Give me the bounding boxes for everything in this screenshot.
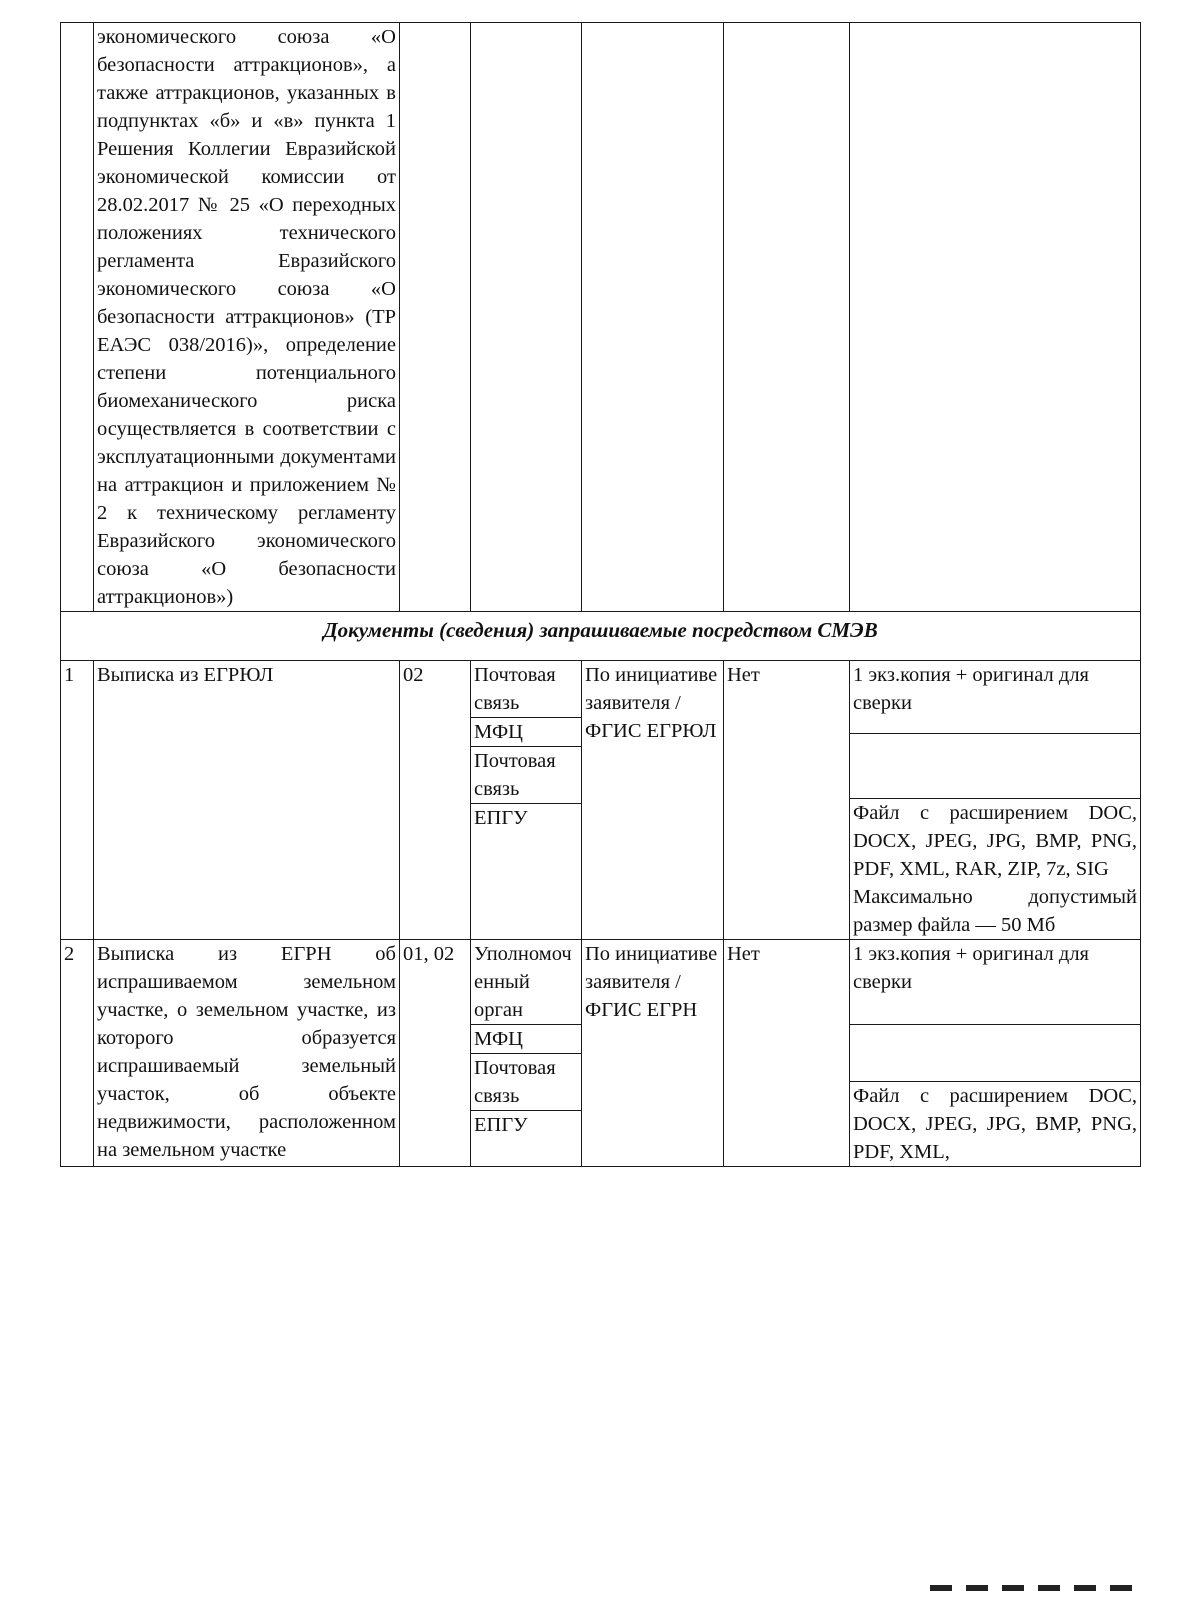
- table-row: [61, 661, 1141, 940]
- initiative-source: По инициативе заявителя / ФГИС ЕГРН: [582, 940, 724, 1167]
- channel-item: Почтовая связь: [471, 747, 581, 804]
- scan-marks: [930, 1585, 1132, 1591]
- format-blank: [850, 1025, 1140, 1082]
- cell-format: [850, 23, 1141, 612]
- table-row: [61, 940, 1141, 1167]
- submission-channels: [471, 940, 582, 1167]
- document-code: 01, 02: [400, 940, 471, 1167]
- initiative-source: По инициативе заявителя / ФГИС ЕГРЮЛ: [582, 661, 724, 940]
- document-code: 02: [400, 661, 471, 940]
- channel-item: ЕПГУ: [474, 1114, 528, 1136]
- channel-item: ЕПГУ: [474, 807, 528, 829]
- scan-mark: [1038, 1585, 1060, 1591]
- scan-mark: [930, 1585, 952, 1591]
- cell-required: [724, 23, 850, 612]
- format-blank: [850, 734, 1140, 799]
- channel-item: МФЦ: [471, 718, 581, 747]
- scan-mark: [966, 1585, 988, 1591]
- documents-table: [60, 22, 1141, 1167]
- submission-channels: [471, 661, 582, 940]
- document-name: Выписка из ЕГРН об испрашиваемом земельном участке, о земельном участке, из которого образуется испрашиваемый земельный участок, об объекте недвижимости, расположенном на земельном участке: [94, 940, 400, 1167]
- document-name: Выписка из ЕГРЮЛ: [94, 661, 400, 940]
- document-format: [850, 661, 1141, 940]
- section-header-row: [61, 612, 1141, 661]
- format-electronic: Файл с расширением DOC, DOCX, JPEG, JPG, BMP, PNG, PDF, XML, RAR, ZIP, 7z, SIG: [853, 802, 1137, 880]
- required-flag: Нет: [724, 940, 850, 1167]
- cell-name-continuation: экономического союза «О безопасности аттракционов», а также аттракционов, указанных в подпунктах «б» и «в» пункта 1 Решения Коллегии Евразийской экономической комиссии от 28.02.2017 № 25 «О переходных положениях технического регламента Евразийского экономического союза «О безопасности аттракционов» (ТР ЕАЭС 038/2016)», определение степени потенциального биомеханического риска осуществляется в соответствии с эксплуатационными документами на аттракцион и приложением № 2 к техническому регламенту Евразийского экономического союза «О безопасности аттракционов»): [94, 23, 400, 612]
- channel-item: Уполномоченный орган: [471, 940, 581, 1025]
- row-number: 2: [61, 940, 94, 1167]
- cell-initiative: [582, 23, 724, 612]
- table-row-continuation: [61, 23, 1141, 612]
- format-paper: 1 экз.копия + оригинал для сверки: [850, 661, 1140, 734]
- format-size-limit: Максимально допустимый размер файла — 50 Мб: [853, 886, 1137, 936]
- format-electronic: Файл с расширением DOC, DOCX, JPEG, JPG, BMP, PNG, PDF, XML,: [853, 1085, 1137, 1163]
- channel-item: Почтовая связь: [471, 1054, 581, 1111]
- channel-item: Почтовая связь: [471, 661, 581, 718]
- row-number: 1: [61, 661, 94, 940]
- scan-mark: [1110, 1585, 1132, 1591]
- cell-num: [61, 23, 94, 612]
- scan-mark: [1002, 1585, 1024, 1591]
- format-paper: 1 экз.копия + оригинал для сверки: [850, 940, 1140, 1025]
- cell-code: [400, 23, 471, 612]
- cell-channel: [471, 23, 582, 612]
- section-header: Документы (сведения) запрашиваемые посредством СМЭВ: [61, 612, 1141, 661]
- document-format: [850, 940, 1141, 1167]
- required-flag: Нет: [724, 661, 850, 940]
- scan-mark: [1074, 1585, 1096, 1591]
- channel-item: МФЦ: [471, 1025, 581, 1054]
